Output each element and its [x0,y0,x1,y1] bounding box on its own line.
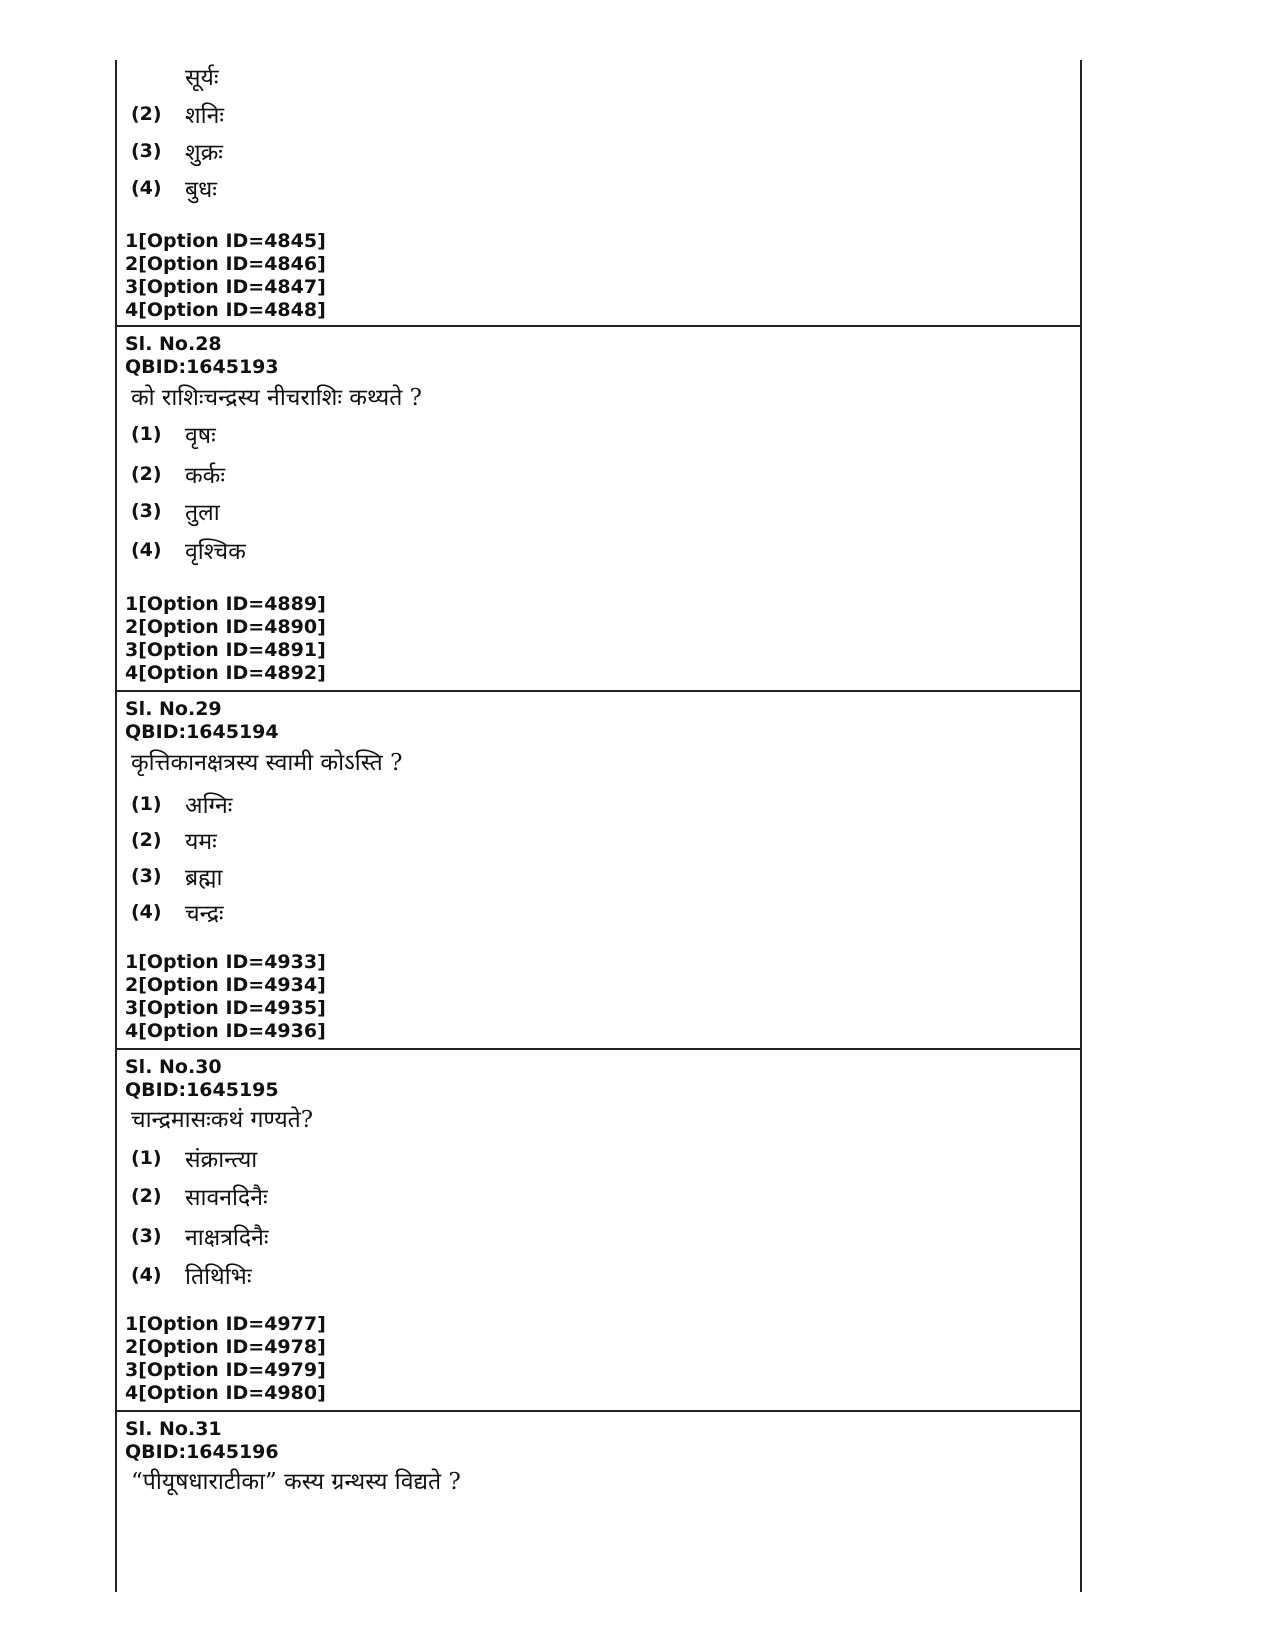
option-row [131,1142,257,1174]
option-text: वृषः [185,423,216,449]
option-id-list [125,593,326,685]
option-id: 2[Option ID=4978] [125,1336,326,1358]
option-text: कर्कः [185,463,225,489]
option-row [131,418,216,450]
qbid: QBID:1645195 [125,1079,279,1101]
serial-number: Sl. No.31 [125,1418,222,1440]
question-text: को राशिःचन्द्रस्य नीचराशिः कथ्यते ? [131,385,422,411]
option-id: 1[Option ID=4933] [125,951,326,973]
option-number: (3) [131,865,162,887]
option-id: 4[Option ID=4848] [125,299,326,321]
option-row [131,1180,268,1212]
question-block-28 [117,327,1080,690]
option-text: नाक्षत्रदिनैः [185,1225,269,1251]
option-row [131,98,224,130]
option-id-list [125,951,326,1043]
option-number: (4) [131,177,162,199]
option-id: 3[Option ID=4847] [125,276,326,298]
question-paper-frame [115,60,1082,1592]
question-text: चान्द्रमासःकथं गण्यते? [131,1107,314,1133]
qbid: QBID:1645194 [125,721,279,743]
serial-number: Sl. No.28 [125,333,222,355]
option-number: (4) [131,901,162,923]
option-text: तुला [185,500,220,526]
option-row [131,896,224,928]
option-number: (2) [131,1185,162,1207]
option-number: (3) [131,1225,162,1247]
option-number: (1) [131,1147,162,1169]
option-text: शुक्रः [185,140,223,166]
option-id: 4[Option ID=4980] [125,1382,326,1404]
option-number: (2) [131,463,162,485]
option-id: 3[Option ID=4979] [125,1359,326,1381]
option-number: (4) [131,1264,162,1286]
option-row [131,824,217,856]
option-text: सूर्यः [185,65,219,91]
option-id: 3[Option ID=4891] [125,639,326,661]
option-number: (1) [131,793,162,815]
option-id: 1[Option ID=4889] [125,593,326,615]
option-id: 3[Option ID=4935] [125,997,326,1019]
option-text: संक्रान्त्या [185,1147,258,1173]
question-block-29 [117,692,1080,1048]
option-text: अग्निः [185,793,233,819]
option-text: बुधः [185,177,217,203]
option-row [131,1259,252,1291]
option-id: 2[Option ID=4846] [125,253,326,275]
option-row [131,60,219,92]
option-id: 1[Option ID=4845] [125,230,326,252]
qbid: QBID:1645193 [125,356,279,378]
option-text: सावनदिनैः [185,1185,268,1211]
option-number: (3) [131,140,162,162]
qbid: QBID:1645196 [125,1441,279,1463]
option-text: वृश्चिक [185,539,246,565]
option-text: यमः [185,829,217,855]
option-id: 4[Option ID=4892] [125,662,326,684]
option-id: 2[Option ID=4890] [125,616,326,638]
option-row [131,534,246,566]
option-row [131,788,232,820]
serial-number: Sl. No.29 [125,698,222,720]
option-row [131,458,225,490]
option-row [131,495,220,527]
option-text: शनिः [185,103,225,129]
option-id-list [125,1313,326,1405]
question-text: “पीयूषधाराटीका” कस्य ग्रन्थस्य विद्यते ? [131,1469,461,1495]
option-row [131,1220,269,1252]
question-block-partial [117,60,1080,336]
option-row [131,172,217,204]
option-id: 4[Option ID=4936] [125,1020,326,1042]
option-number: (3) [131,500,162,522]
option-id: 2[Option ID=4934] [125,974,326,996]
option-text: ब्रह्मा [185,865,223,891]
option-number: (2) [131,829,162,851]
option-text: तिथिभिः [185,1264,252,1290]
option-id: 1[Option ID=4977] [125,1313,326,1335]
question-block-30 [117,1050,1080,1410]
option-number: (4) [131,539,162,561]
serial-number: Sl. No.30 [125,1056,222,1078]
question-text: कृत्तिकानक्षत्रस्य स्वामी कोऽस्ति ? [131,750,403,776]
option-id-list [125,230,326,322]
option-number: (1) [131,423,162,445]
option-row [131,860,223,892]
option-number: (2) [131,103,162,125]
question-block-31 [117,1412,1080,1592]
option-row [131,135,223,167]
option-text: चन्द्रः [185,901,224,927]
